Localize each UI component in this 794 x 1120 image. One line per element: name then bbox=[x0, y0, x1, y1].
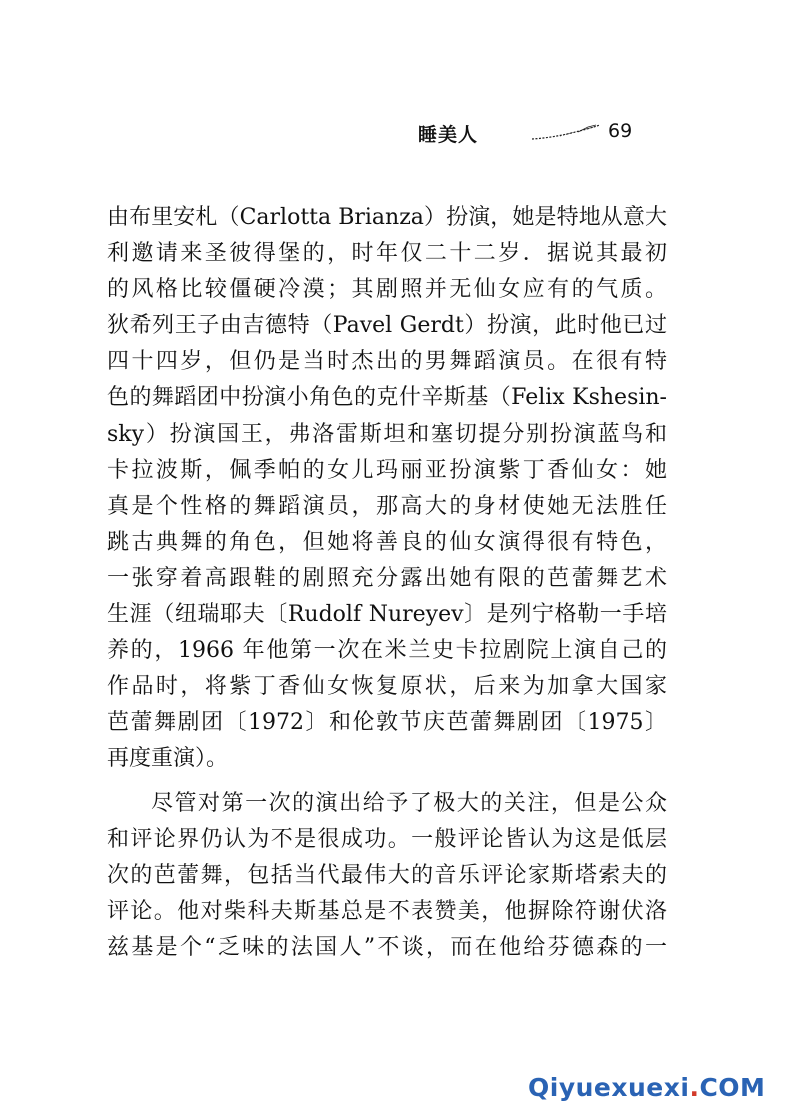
watermark-suffix: COM bbox=[699, 1073, 766, 1102]
text-line: 色的舞蹈团中扮演小角色的克什辛斯基（Felix Kshesin- bbox=[107, 385, 667, 411]
watermark-prefix: Qiyuexuexi bbox=[528, 1073, 690, 1102]
text-line: 由布里安札（Carlotta Brianza）扮演，她是特地从意大 bbox=[107, 205, 667, 230]
text-line: 四十四岁，但仍是当时杰出的男舞蹈演员。在很有特 bbox=[107, 349, 667, 375]
text-line: 评论。他对柴科夫斯基总是不表赞美，他摒除符谢伏洛 bbox=[107, 898, 667, 924]
text-line: 真是个性格的舞蹈演员，那高大的身材使她无法胜任 bbox=[107, 493, 667, 519]
text-line: 和评论界仍认为不是很成功。一般评论皆认为这是低层 bbox=[107, 826, 667, 852]
text-line: 跳古典舞的角色，但她将善良的仙女演得很有特色， bbox=[107, 529, 667, 555]
text-line: 生涯（纽瑞耶夫〔Rudolf Nureyev〕是列宁格勒一手培 bbox=[107, 602, 667, 628]
text-line: 再度重演）。 bbox=[107, 746, 229, 772]
paragraph bbox=[107, 200, 667, 778]
running-head bbox=[418, 120, 658, 150]
text-line: 芭蕾舞剧团〔1972〕和伦敦节庆芭蕾舞剧团〔1975〕 bbox=[107, 710, 667, 736]
paragraph-gap bbox=[107, 778, 667, 786]
paragraph bbox=[107, 786, 667, 966]
text-line: 狄希列王子由吉德特（Pavel Gerdt）扮演，此时他已过 bbox=[107, 313, 667, 339]
text-line: 利邀请来圣彼得堡的，时年仅二十二岁．据说其最初 bbox=[107, 241, 667, 267]
text-line: 一张穿着高跟鞋的剧照充分露出她有限的芭蕾舞艺术 bbox=[107, 565, 667, 591]
text-line: 次的芭蕾舞，包括当代最伟大的音乐评论家斯塔索夫的 bbox=[107, 862, 667, 888]
text-line: 作品时，将紫丁香仙女恢复原状，后来为加拿大国家 bbox=[107, 674, 667, 700]
page-number: 69 bbox=[608, 120, 633, 142]
text-line: sky）扮演国王，弗洛雷斯坦和塞切提分别扮演蓝鸟和 bbox=[107, 421, 667, 447]
text-line: 兹基是个“乏味的法国人”不谈，而在他给芬德森的一 bbox=[107, 934, 667, 960]
site-watermark bbox=[528, 1073, 765, 1102]
text-line: 的风格比较僵硬冷漠；其剧照并无仙女应有的气质。 bbox=[107, 277, 667, 303]
watermark-dot: . bbox=[689, 1073, 700, 1102]
quill-ornament-icon bbox=[530, 122, 602, 142]
text-line: 养的，1966 年他第一次在米兰史卡拉剧院上演自己的 bbox=[107, 638, 667, 664]
text-line: 卡拉波斯，佩季帕的女儿玛丽亚扮演紫丁香仙女：她 bbox=[107, 457, 667, 483]
running-head-title: 睡美人 bbox=[418, 124, 479, 146]
text-line: 尽管对第一次的演出给予了极大的关注，但是公众 bbox=[151, 790, 667, 816]
body-text bbox=[107, 200, 667, 966]
